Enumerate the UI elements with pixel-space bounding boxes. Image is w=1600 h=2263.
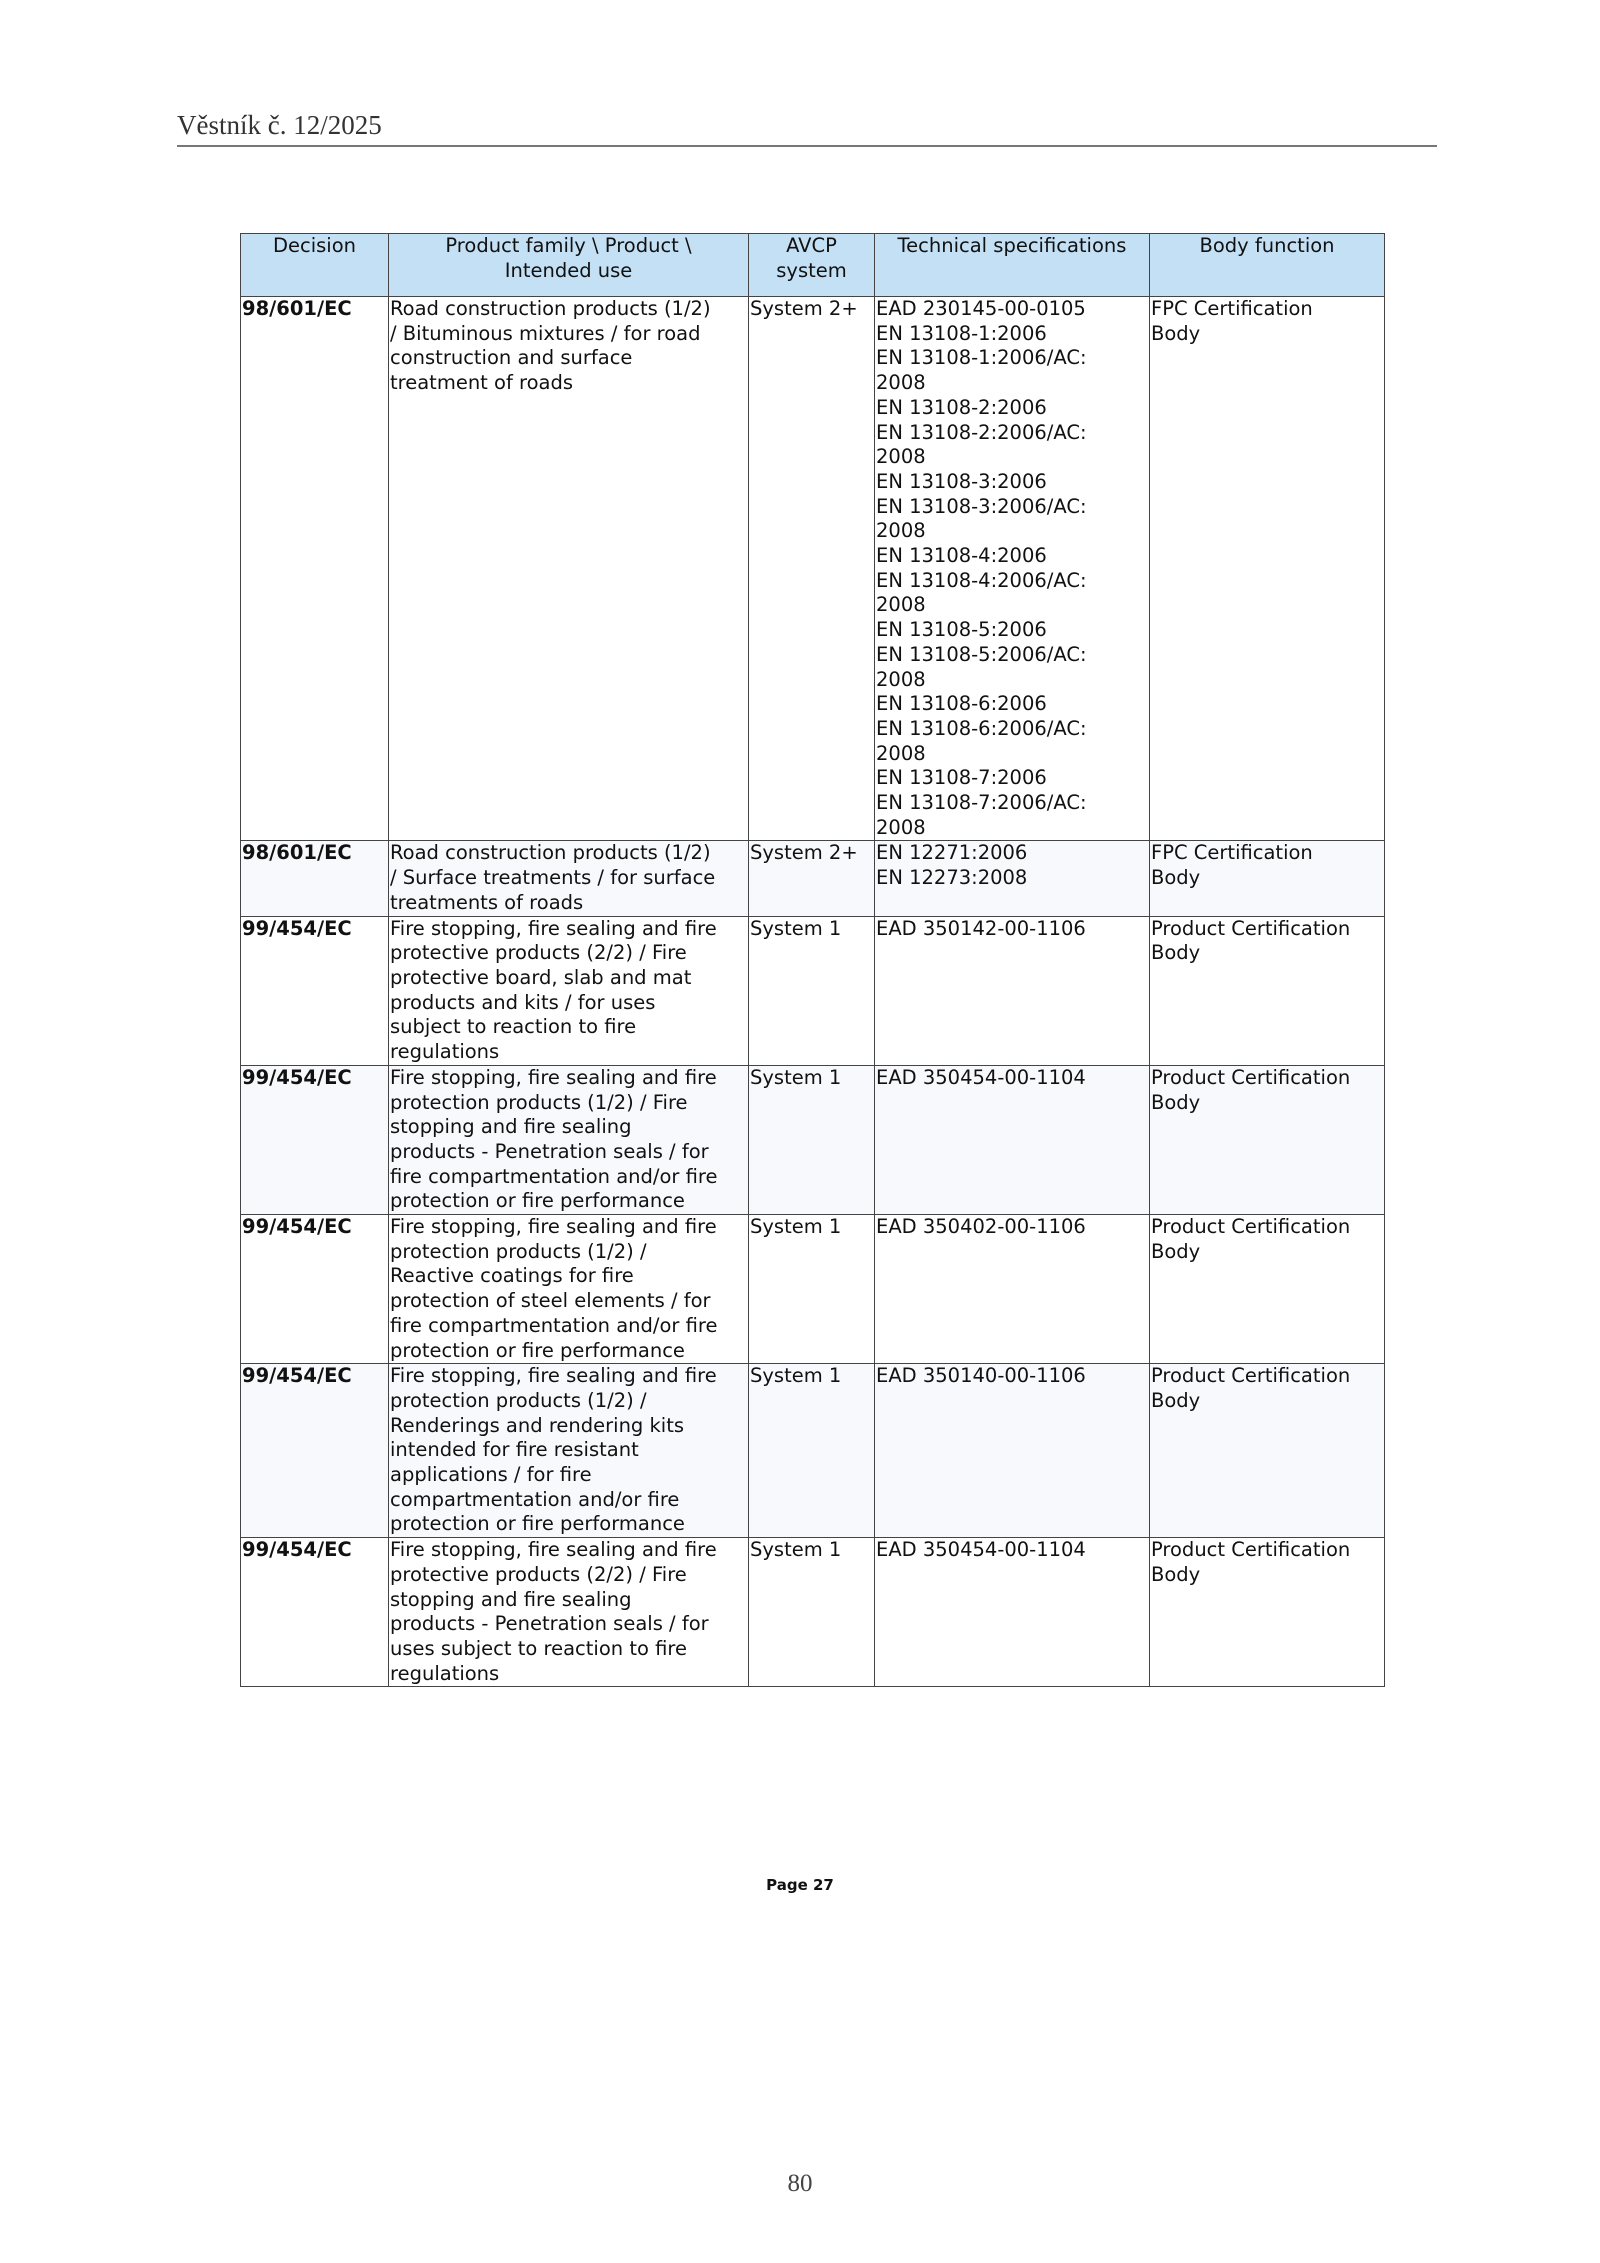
cell-avcp: System 1 — [749, 916, 875, 1065]
cell-product: Fire stopping, fire sealing and fire protection products (1/2) / Fire stopping and fire sealing products - Penetration seals / for fire compartmentation and/or fire protection or fire performance — [389, 1065, 749, 1214]
cell-avcp: System 2+ — [749, 297, 875, 841]
cell-specs: EAD 230145-00-0105 EN 13108-1:2006 EN 13108-1:2006/AC: 2008 EN 13108-2:2006 EN 13108-2:2006/AC: 2008 EN 13108-3:2006 EN 13108-3:2006/AC: 2008 EN 13108-4:2006 EN 13108-4:2006/AC: 2008 EN 13108-5:2006 EN 13108-5:2006/AC: 2008 EN 13108-6:2006 EN 13108-6:2006/AC: 2008 EN 13108-7:2006 EN 13108-7:2006/AC: 2008 — [875, 297, 1150, 841]
cell-decision: 99/454/EC — [241, 916, 389, 1065]
cell-body: Product Certification Body — [1150, 1364, 1385, 1538]
cell-specs: EAD 350454-00-1104 — [875, 1538, 1150, 1687]
cell-body: Product Certification Body — [1150, 1538, 1385, 1687]
column-header-decision: Decision — [241, 234, 389, 297]
cell-body: Product Certification Body — [1150, 916, 1385, 1065]
cell-avcp: System 1 — [749, 1065, 875, 1214]
table-header-row — [241, 234, 1385, 297]
cell-decision: 99/454/EC — [241, 1065, 389, 1214]
cell-body: FPC Certification Body — [1150, 841, 1385, 916]
column-header-avcp: AVCP system — [749, 234, 875, 297]
column-header-specs: Technical specifications — [875, 234, 1150, 297]
page-label: Page 27 — [766, 1876, 834, 1894]
table-row — [241, 297, 1385, 841]
cell-product: Road construction products (1/2) / Bituminous mixtures / for road construction and surface treatment of roads — [389, 297, 749, 841]
cell-body: Product Certification Body — [1150, 1215, 1385, 1364]
table-row — [241, 841, 1385, 916]
cell-avcp: System 2+ — [749, 841, 875, 916]
cell-specs: EN 12271:2006 EN 12273:2008 — [875, 841, 1150, 916]
cell-body: FPC Certification Body — [1150, 297, 1385, 841]
column-header-body: Body function — [1150, 234, 1385, 297]
cell-product: Fire stopping, fire sealing and fire protection products (1/2) / Renderings and rendering kits intended for fire resistant applications / for fire compartmentation and/or fire protection or fire performance — [389, 1364, 749, 1538]
cell-avcp: System 1 — [749, 1364, 875, 1538]
cell-product: Fire stopping, fire sealing and fire protective products (2/2) / Fire protective board, slab and mat products and kits / for uses subject to reaction to fire regulations — [389, 916, 749, 1065]
cell-specs: EAD 350402-00-1106 — [875, 1215, 1150, 1364]
cell-specs: EAD 350142-00-1106 — [875, 916, 1150, 1065]
page-number: 80 — [787, 2170, 813, 2197]
column-header-product: Product family \ Product \ Intended use — [389, 234, 749, 297]
table-row — [241, 1215, 1385, 1364]
cell-decision: 98/601/EC — [241, 297, 389, 841]
cell-product: Fire stopping, fire sealing and fire protective products (2/2) / Fire stopping and fire sealing products - Penetration seals / for uses subject to reaction to fire regulations — [389, 1538, 749, 1687]
cell-decision: 99/454/EC — [241, 1364, 389, 1538]
cell-product: Road construction products (1/2) / Surface treatments / for surface treatments of roads — [389, 841, 749, 916]
avcp-table — [240, 233, 1385, 1687]
cell-specs: EAD 350454-00-1104 — [875, 1065, 1150, 1214]
table-row — [241, 916, 1385, 1065]
table-row — [241, 1065, 1385, 1214]
cell-product: Fire stopping, fire sealing and fire protection products (1/2) / Reactive coatings for fire protection of steel elements / for fire compartmentation and/or fire protection or fire performance — [389, 1215, 749, 1364]
cell-decision: 98/601/EC — [241, 841, 389, 916]
cell-body: Product Certification Body — [1150, 1065, 1385, 1214]
cell-decision: 99/454/EC — [241, 1215, 389, 1364]
header-divider — [177, 145, 1437, 147]
journal-header-title: Věstník č. 12/2025 — [177, 110, 382, 140]
table-row — [241, 1538, 1385, 1687]
cell-avcp: System 1 — [749, 1215, 875, 1364]
cell-specs: EAD 350140-00-1106 — [875, 1364, 1150, 1538]
cell-avcp: System 1 — [749, 1538, 875, 1687]
table-row — [241, 1364, 1385, 1538]
cell-decision: 99/454/EC — [241, 1538, 389, 1687]
